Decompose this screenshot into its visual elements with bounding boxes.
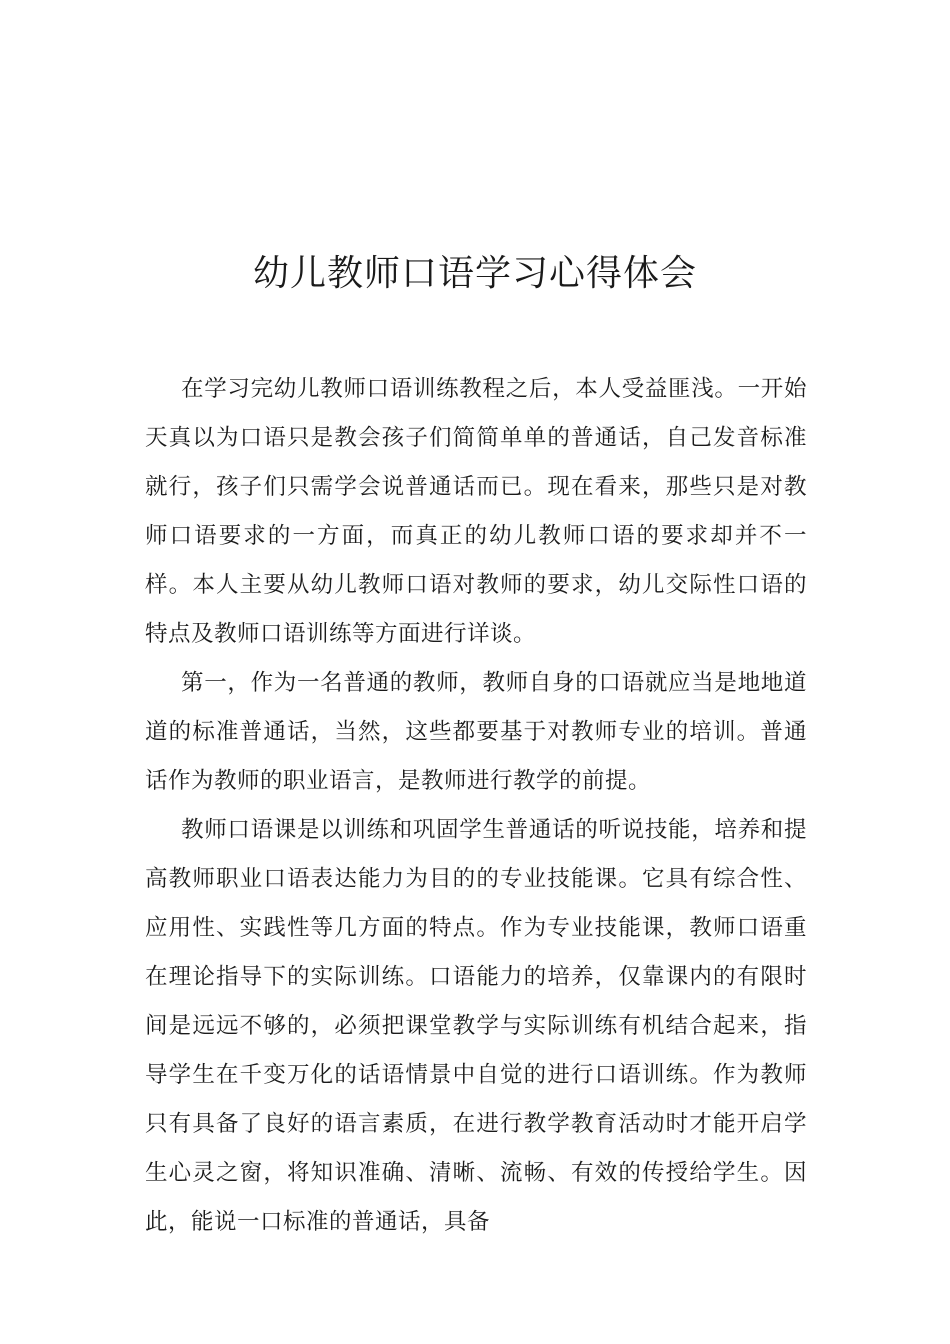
- document-title: 幼儿教师口语学习心得体会: [252, 253, 697, 294]
- paragraph-3: 教师口语课是以训练和巩固学生普通话的听说技能，培养和提高教师职业口语表达能力为目的的专业技能课。它具有综合性、应用性、实践性等几方面的特点。作为专业技能课，教师口语重在理论指导下的实际训练。口语能力的培养，仅靠课内的有限时间是远远不够的，必须把课堂教学与实际训练有机结合起来，指导学生在千变万化的话语情景中自觉的进行口语训练。作为教师只有具备了良好的语言素质，在进行教学教育活动时才能开启学生心灵之窗，将知识准确、清晰、流畅、有效的传授给学生。因此，能说一口标准的普通话，具备: [145, 817, 807, 1235]
- document-body: [145, 365, 807, 1247]
- paragraph-1: 在学习完幼儿教师口语训练教程之后，本人受益匪浅。一开始天真以为口语只是教会孩子们简简单单的普通话，自己发音标准就行，孩子们只需学会说普通话而已。现在看来，那些只是对教师口语要求的一方面，而真正的幼儿教师口语的要求却并不一样。本人主要从幼儿教师口语对教师的要求，幼儿交际性口语的特点及教师口语训练等方面进行详谈。: [145, 376, 807, 647]
- paragraph-2: 第一，作为一名普通的教师，教师自身的口语就应当是地地道道的标准普通话，当然，这些都要基于对教师专业的培训。普通话作为教师的职业语言，是教师进行教学的前提。: [145, 670, 807, 794]
